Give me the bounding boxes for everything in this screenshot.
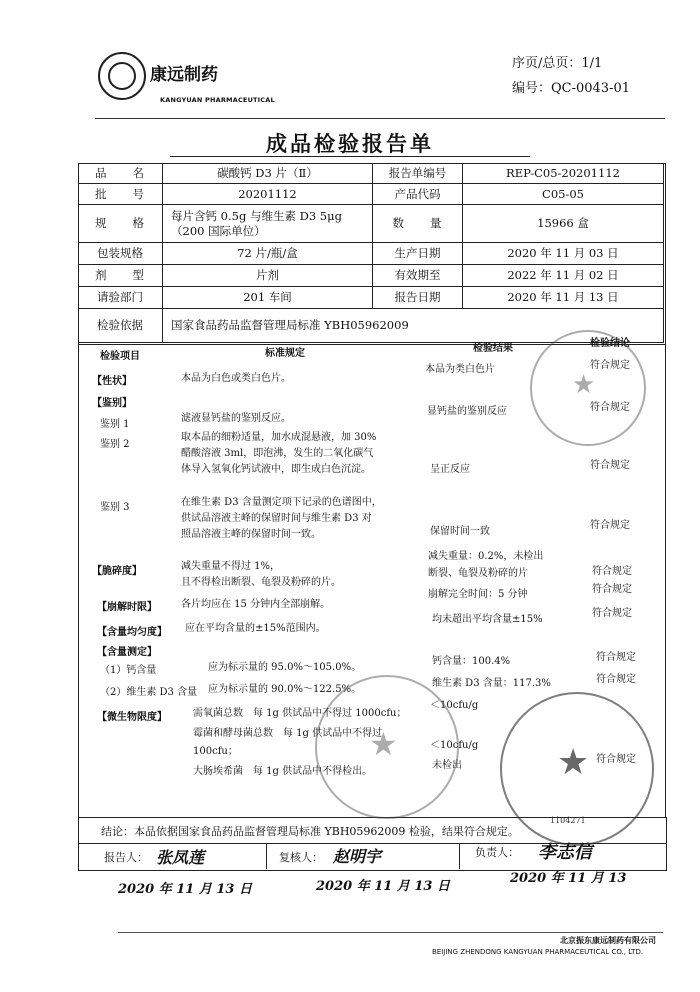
uniformity-standard: 应在平均含量的±15%范围内。: [185, 623, 326, 634]
reporter-date: 2020 年 11 月 13 日: [118, 882, 252, 897]
reviewer-signature: 赵明宇: [333, 847, 382, 866]
traits-standard: 本品为白色或类白色片。: [181, 373, 291, 384]
assay2-item: （2）维生素 D3 含量: [100, 687, 198, 698]
assay2-result: 维生素 D3 含量：117.3%: [432, 678, 551, 689]
assay2-standard: 应为标示量的 90.0%～122.5%。: [208, 684, 362, 695]
form-label: 剂 型: [78, 265, 163, 287]
mfg-date-label: 生产日期: [373, 243, 463, 265]
exp-date-value: 2022 年 11 月 02 日: [463, 265, 664, 287]
ident3-standard-2: 供试品溶液主峰的保留时间与维生素 D3 对: [181, 513, 372, 524]
uniformity-result: 均未超出平均含量±15%: [432, 614, 543, 625]
ident1-result: 显钙盐的鉴别反应: [427, 406, 507, 417]
microbial-result-2: ＜10cfu/g: [430, 740, 479, 751]
col-result-header: 检验结果: [473, 343, 513, 354]
ident2-standard-2: 醋酸溶液 3ml，即泡沸，发生的二氧化碳气: [181, 448, 374, 459]
assay1-item: （1）钙含量: [100, 665, 157, 676]
page-title: 成品检验报告单: [266, 132, 434, 156]
header-divider: [95, 118, 665, 119]
microbial-standard-1: 需氧菌总数 每 1g 供试品中不得过 1000cfu；: [193, 708, 407, 719]
reporter-signature: 张凤莲: [156, 848, 205, 867]
disintegration-item: 【崩解时限】: [97, 602, 157, 613]
microbial-standard-4: 大肠埃希菌 每 1g 供试品中不得检出。: [193, 766, 373, 777]
friability-item: 【脆碎度】: [92, 566, 142, 577]
uniformity-conclusion: 符合规定: [592, 608, 632, 619]
basis-value: 国家食品药品监督管理局标准 YBH05962009: [163, 309, 664, 343]
batch-value: 20201112: [163, 184, 373, 205]
star-icon: ★: [557, 742, 590, 783]
basis-label: 检验依据: [78, 309, 163, 343]
product-label: 品 名: [78, 163, 163, 184]
assay1-conclusion: 符合规定: [596, 652, 636, 663]
ident3-result: 保留时间一致: [430, 526, 490, 537]
ident2-standard-1: 取本品的细粉适量，加水成混悬液，加 30%: [181, 432, 377, 443]
disintegration-result: 崩解完全时间：5 分钟: [428, 589, 528, 600]
friability-standard-1: 减失重量不得过 1%，: [181, 561, 281, 572]
disintegration-standard: 各片均应在 15 分钟内全部崩解。: [181, 599, 331, 610]
ident1-conclusion: 符合规定: [590, 402, 630, 413]
reviewer-label: 复核人：: [279, 851, 323, 864]
reporter-label: 报告人：: [104, 851, 148, 864]
conclusion-text: 结论：本品依据国家食品药品监督管理局标准 YBH05962009 检验，结果符合规定。: [101, 825, 519, 838]
ident3-standard-3: 照品溶液主峰的保留时间一致。: [181, 529, 321, 540]
ident3-standard-1: 在维生素 D3 含量测定项下记录的色谱图中，: [181, 497, 382, 508]
document-number: 编号：QC-0043-01: [512, 81, 631, 96]
page-number: 序页/总页：1/1: [512, 56, 603, 71]
star-icon: ★: [369, 725, 398, 763]
friability-result-2: 断裂、龟裂及粉碎的片: [428, 568, 528, 579]
logo-emblem-icon: [108, 62, 136, 90]
spec-label: 规 格: [78, 205, 163, 243]
col-conclusion-header: 检验结论: [590, 338, 630, 349]
ident2-result: 呈正反应: [430, 464, 470, 475]
col-item-header: 检验项目: [100, 351, 140, 362]
code-label: 产品代码: [373, 184, 463, 205]
microbial-result-3: 未检出: [432, 760, 462, 771]
pack-label: 包装规格: [78, 243, 163, 265]
footer-divider: [118, 932, 663, 933]
friability-standard-2: 且不得检出断裂、龟裂及粉碎的片。: [181, 577, 341, 588]
uniformity-item: 【含量均匀度】: [97, 627, 167, 638]
batch-label: 批 号: [78, 184, 163, 205]
friability-result-1: 减失重量：0.2%，未检出: [428, 551, 544, 562]
report-date-value: 2020 年 11 月 13 日: [463, 287, 664, 309]
qty-value: 15966 盒: [463, 205, 664, 243]
microbial-result-1: ＜10cfu/g: [430, 700, 479, 711]
manager-date: 2020 年 11 月 13: [510, 871, 627, 886]
exp-date-label: 有效期至: [373, 265, 463, 287]
qty-label: 数 量: [373, 205, 463, 243]
title-underline: [170, 156, 530, 157]
company-logo: [98, 52, 146, 100]
microbial-conclusion: 符合规定: [596, 754, 636, 765]
company-seal-2: [315, 675, 459, 819]
col-standard-header: 标准规定: [265, 348, 305, 359]
reviewer-date: 2020 年 11 月 13 日: [316, 879, 450, 894]
footer-company-en: BEIJING ZHENDONG KANGYUAN PHARMACEUTICAL CO., LTD.: [432, 948, 644, 956]
microbial-standard-3: 100cfu；: [193, 746, 238, 757]
product-value: 碳酸钙 D3 片（Ⅱ）: [163, 163, 373, 184]
assay1-result: 钙含量：100.4%: [432, 656, 511, 667]
company-name-en: KANGYUAN PHARMACEUTICAL: [160, 96, 275, 104]
dept-label: 请验部门: [78, 287, 163, 309]
ident2-item: 鉴别 2: [100, 439, 130, 450]
ident3-item: 鉴别 3: [100, 502, 130, 513]
manager-label: 负责人：: [475, 846, 519, 859]
pack-value: 72 片/瓶/盒: [163, 243, 373, 265]
dept-value: 201 车间: [163, 287, 373, 309]
manager-signature: 李志信: [538, 842, 592, 863]
quality-seal: [500, 692, 654, 846]
assay2-conclusion: 符合规定: [596, 674, 636, 685]
company-seal-1: [530, 330, 646, 446]
form-value: 片剂: [163, 265, 373, 287]
seal-code: 1104271: [550, 816, 586, 825]
report-no-label: 报告单编号: [373, 163, 463, 184]
assay-item: 【含量测定】: [97, 647, 157, 658]
ident3-conclusion: 符合规定: [590, 520, 630, 531]
traits-result: 本品为类白色片: [425, 364, 495, 375]
mfg-date-value: 2020 年 11 月 03 日: [463, 243, 664, 265]
traits-conclusion: 符合规定: [590, 360, 630, 371]
ident1-item: 鉴别 1: [100, 419, 130, 430]
microbial-standard-2: 霉菌和酵母菌总数 每 1g 供试品中不得过: [193, 728, 383, 739]
ident2-standard-3: 体导入氢氧化钙试液中，即生成白色沉淀。: [181, 464, 371, 475]
traits-item: 【性状】: [92, 376, 132, 387]
ident1-standard: 滤液显钙盐的鉴别反应。: [181, 413, 291, 424]
report-date-label: 报告日期: [373, 287, 463, 309]
assay1-standard: 应为标示量的 95.0%～105.0%。: [208, 662, 362, 673]
sig-divider-1: [266, 843, 267, 869]
company-name: 康远制药: [150, 65, 218, 85]
friability-conclusion: 符合规定: [592, 566, 632, 577]
star-icon: ★: [572, 370, 596, 400]
ident-item: 【鉴别】: [92, 398, 132, 409]
disintegration-conclusion: 符合规定: [592, 584, 632, 595]
footer-company-cn: 北京振东康远制药有限公司: [560, 936, 656, 945]
spec-value: 每片含钙 0.5g 与维生素 D3 5μg（200 国际单位）: [163, 205, 373, 243]
sig-divider-2: [459, 843, 460, 869]
ident2-conclusion: 符合规定: [590, 460, 630, 471]
report-no-value: REP-C05-20201112: [463, 163, 664, 184]
microbial-item: 【微生物限度】: [97, 712, 167, 723]
code-value: C05-05: [463, 184, 664, 205]
